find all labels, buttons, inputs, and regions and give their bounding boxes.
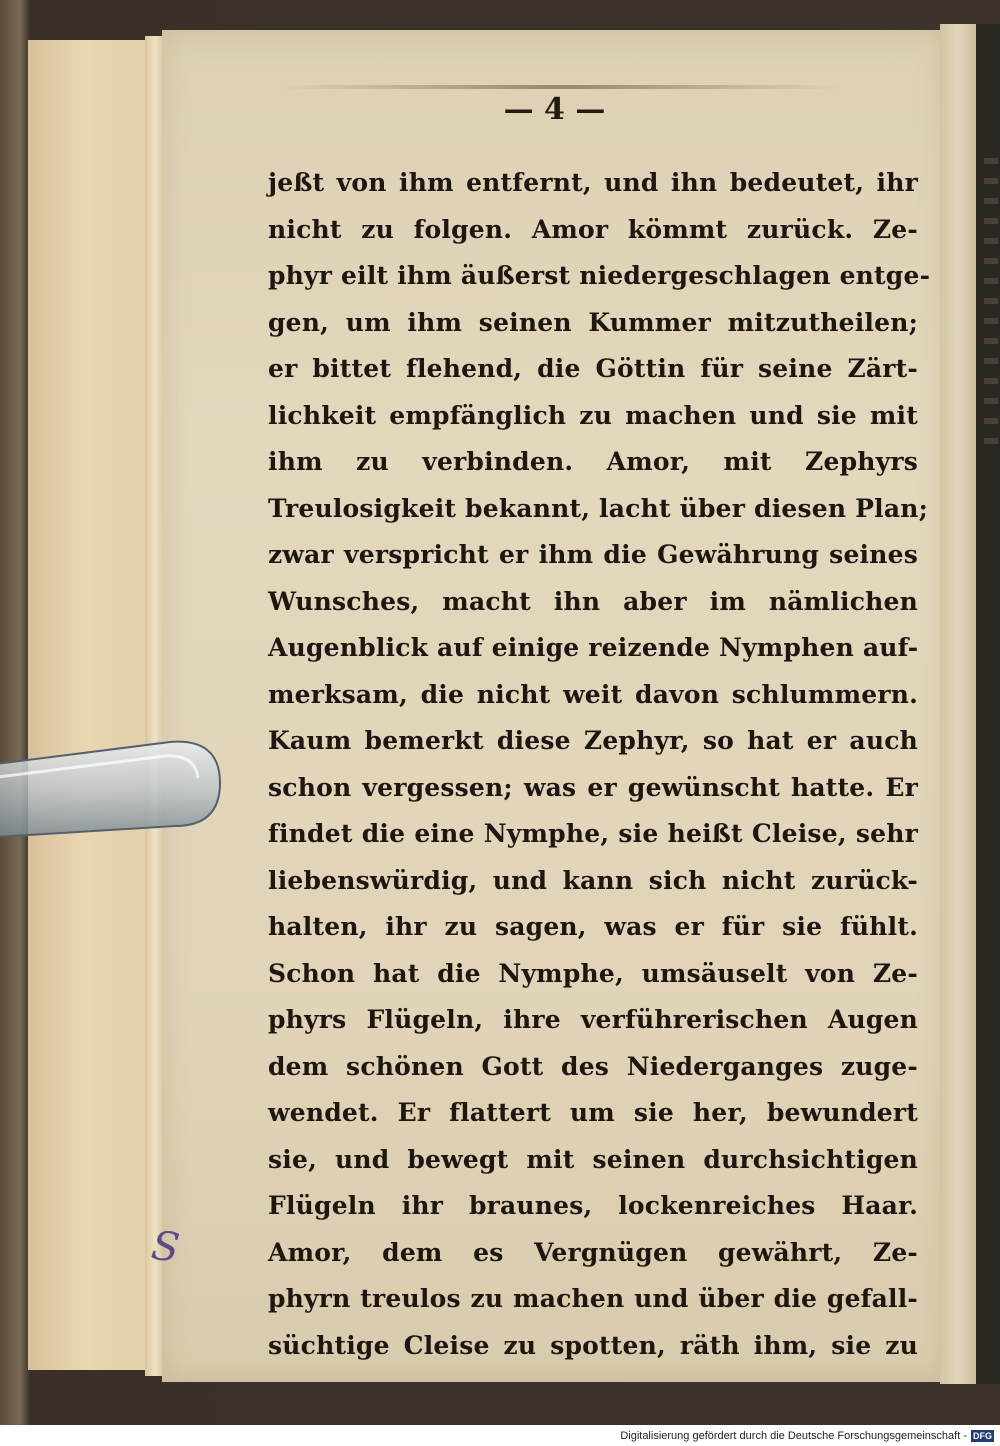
page-number: — 4 —	[503, 92, 606, 127]
text-line: phyrn treulos zu machen und über die gefall-	[268, 1284, 918, 1313]
text-line: jeßt von ihm entfernt, und ihn bedeutet, ihr	[268, 168, 918, 197]
text-line: Flügeln ihr braunes, lockenreiches Haar.	[268, 1191, 918, 1220]
text-line: phyrs Flügeln, ihre verführerischen Augen	[268, 1005, 918, 1034]
next-page-edge	[940, 24, 976, 1384]
funding-credit	[620, 1428, 994, 1444]
dfg-logo: DFG	[973, 1431, 992, 1441]
top-rule	[280, 85, 840, 89]
text-line: merksam, die nicht weit davon schlummern.	[268, 679, 918, 709]
text-line: süchtige Cleise zu spotten, räth ihm, sie zu	[268, 1330, 918, 1360]
text-line: gen, um ihm seinen Kummer mitzutheilen;	[268, 307, 918, 337]
text-line: Schon hat die Nymphe, umsäuselt von Ze-	[268, 958, 918, 988]
text-line: zwar verspricht er ihm die Gewährung seines	[268, 540, 918, 569]
text-line: Treulosigkeit bekannt, lacht über diesen Plan;	[268, 493, 929, 523]
text-line: Kaum bemerkt diese Zephyr, so hat er auch	[268, 726, 918, 755]
text-line: nicht zu folgen. Amor kömmt zurück. Ze-	[268, 214, 918, 244]
text-line: dem schönen Gott des Niederganges zuge-	[268, 1051, 918, 1081]
text-line: halten, ihr zu sagen, was er für sie fühlt.	[268, 912, 918, 941]
right-binding-strip	[976, 24, 1000, 1384]
text-line: wendet. Er flattert um sie her, bewundert	[268, 1098, 918, 1127]
text-line: Wunsches, macht ihn aber im nämlichen	[268, 586, 918, 616]
text-line: er bittet flehend, die Göttin für seine Zärt-	[268, 354, 918, 383]
text-line: sie, und bewegt mit seinen durchsichtigen	[268, 1144, 918, 1174]
text-line: schon vergessen; was er gewünscht hatte. Er	[268, 772, 918, 802]
margin-stamp: S	[148, 1222, 183, 1272]
text-line: findet die eine Nymphe, sie heißt Cleise, sehr	[268, 819, 918, 848]
text-line: liebenswürdig, und kann sich nicht zurück-	[268, 865, 918, 895]
text-line: Amor, dem es Vergnügen gewährt, Ze-	[268, 1237, 918, 1267]
glass-clamp	[0, 738, 230, 843]
footer-bar	[0, 1425, 1000, 1446]
credit-text: Digitalisierung gefördert durch die Deutsche Forschungsgemeinschaft -	[620, 1430, 967, 1442]
text-line: lichkeit empfänglich zu machen und sie mit	[268, 400, 918, 430]
text-line: phyr eilt ihm äußerst niedergeschlagen entge-	[268, 261, 931, 290]
text-line: Augenblick auf einige reizende Nymphen auf-	[268, 633, 919, 662]
body-text	[268, 160, 931, 1369]
text-line: ihm zu verbinden. Amor, mit Zephyrs	[268, 447, 918, 476]
